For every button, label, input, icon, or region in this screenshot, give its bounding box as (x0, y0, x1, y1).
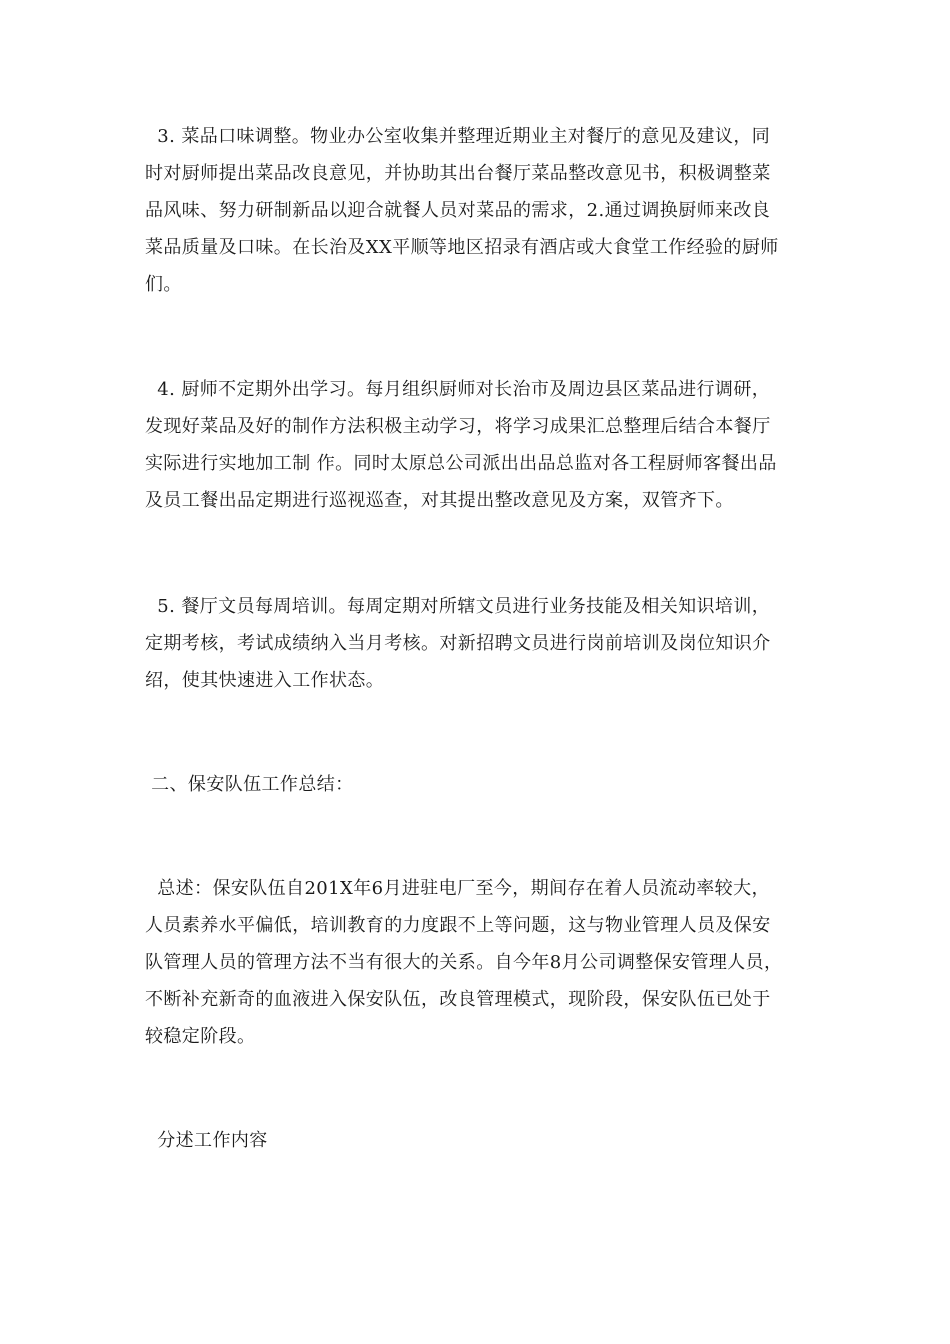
text-line: 们。 (145, 274, 182, 295)
text-line: 4. 厨师不定期外出学习。每月组织厨师对长治市及周边县区菜品进行调研， (145, 379, 771, 400)
text-line: 二、保安队伍工作总结： (145, 774, 354, 795)
section-heading-security-summary (145, 766, 815, 803)
text-line: 不断补充新奇的血液进入保安队伍，改良管理模式，现阶段，保安队伍已处于 (145, 989, 771, 1010)
text-line: 发现好菜品及好的制作方法积极主动学习，将学习成果汇总整理后结合本餐厅 (145, 416, 771, 437)
text-line: 绍，使其快速进入工作状态。 (145, 670, 385, 691)
text-line: 队管理人员的管理方法不当有很大的关系。自今年8月公司调整保安管理人员， (145, 952, 783, 973)
text-line: 较稳定阶段。 (145, 1026, 256, 1047)
text-line: 及员工餐出品定期进行巡视巡查，对其提出整改意见及方案，双管齐下。 (145, 490, 734, 511)
text-line: 菜品质量及口味。在长治及XX平顺等地区招录有酒店或大食堂工作经验的厨师 (145, 237, 779, 258)
paragraph-overview (145, 870, 815, 1055)
text-line: 人员素养水平偏低，培训教育的力度跟不上等问题，这与物业管理人员及保安 (145, 915, 771, 936)
paragraph-menu-taste-adjustment (145, 118, 815, 303)
paragraph-clerk-weekly-training (145, 588, 815, 699)
text-line: 品风味、努力研制新品以迎合就餐人员对菜品的需求，2.通过调换厨师来改良 (145, 200, 771, 221)
text-line: 分述工作内容 (145, 1130, 268, 1151)
text-line: 总述：保安队伍自201X年6月进驻电厂至今，期间存在着人员流动率较大， (145, 878, 770, 899)
subheading-detailed-work (145, 1122, 815, 1159)
text-line: 实际进行实地加工制 作。同时太原总公司派出出品总监对各工程厨师客餐出品 (145, 453, 777, 474)
text-line: 定期考核，考试成绩纳入当月考核。对新招聘文员进行岗前培训及岗位知识介 (145, 633, 771, 654)
paragraph-chef-external-learning (145, 371, 815, 519)
text-line: 3. 菜品口味调整。物业办公室收集并整理近期业主对餐厅的意见及建议，同 (145, 126, 771, 147)
text-line: 5. 餐厅文员每周培训。每周定期对所辖文员进行业务技能及相关知识培训， (145, 596, 771, 617)
text-line: 时对厨师提出菜品改良意见，并协助其出台餐厅菜品整改意见书，积极调整菜 (145, 163, 771, 184)
